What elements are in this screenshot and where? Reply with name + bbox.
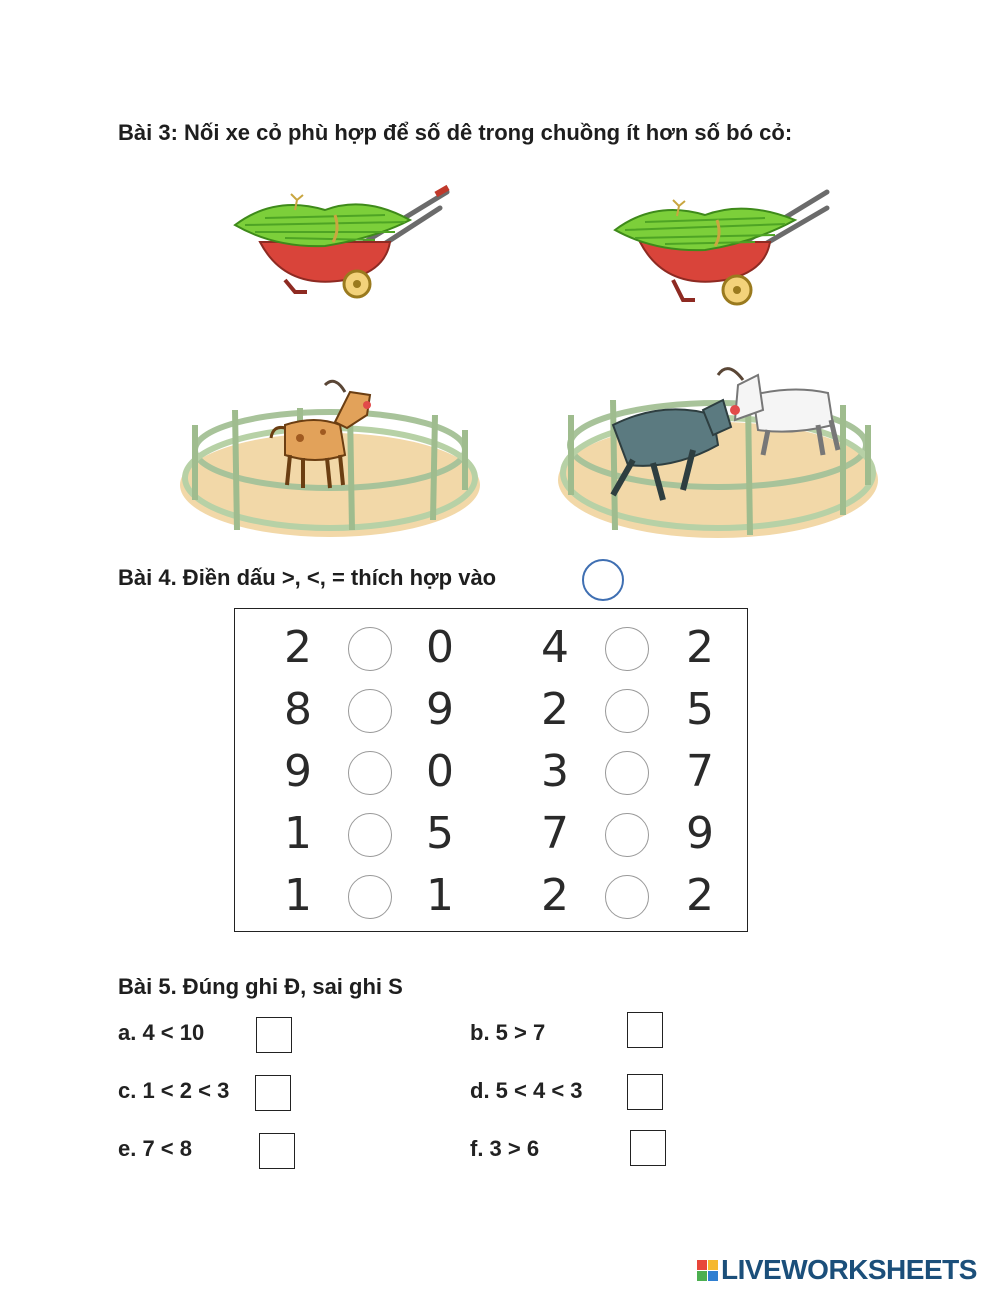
grass-cart-image-1[interactable] <box>225 180 455 305</box>
table-row <box>235 865 747 927</box>
answer-circle[interactable] <box>348 813 392 857</box>
goat-pen-one-goat-image[interactable] <box>175 370 485 540</box>
comparison-table <box>234 608 748 932</box>
goat-pen-two-goats-image[interactable] <box>553 355 883 545</box>
answer-circle[interactable] <box>605 875 649 919</box>
answer-circle[interactable] <box>348 875 392 919</box>
number: 4 <box>541 622 569 673</box>
answer-box-f[interactable] <box>630 1130 666 1166</box>
statement-f: f. 3 > 6 <box>470 1136 540 1161</box>
table-row <box>235 803 747 865</box>
number: 1 <box>426 870 454 921</box>
answer-box-e[interactable] <box>259 1133 295 1169</box>
number: 9 <box>426 684 454 735</box>
bai5-heading: Bài 5. Đúng ghi Đ, sai ghi S <box>118 974 403 999</box>
table-row <box>235 617 747 679</box>
number: 3 <box>541 746 569 797</box>
answer-box-c[interactable] <box>255 1075 291 1111</box>
number: 9 <box>686 808 714 859</box>
number: 2 <box>686 870 714 921</box>
bai3-heading: Bài 3: Nối xe cỏ phù hợp để số dê trong chuồng ít hơn số bó cỏ: <box>118 120 793 145</box>
statement-b: b. 5 > 7 <box>470 1020 546 1045</box>
table-row <box>235 679 747 741</box>
number: 9 <box>284 746 312 797</box>
answer-box-d[interactable] <box>627 1074 663 1110</box>
circle-icon <box>582 559 624 601</box>
logo-text: LIVEWORKSHEETS <box>721 1254 977 1285</box>
number: 2 <box>541 870 569 921</box>
table-row <box>235 741 747 803</box>
number: 5 <box>426 808 454 859</box>
number: 7 <box>686 746 714 797</box>
grass-cart-image-2[interactable] <box>605 180 835 310</box>
answer-box-b[interactable] <box>627 1012 663 1048</box>
statement-e: e. 7 < 8 <box>118 1136 193 1161</box>
answer-circle[interactable] <box>348 689 392 733</box>
answer-circle[interactable] <box>605 689 649 733</box>
number: 2 <box>541 684 569 735</box>
bai4-heading: Bài 4. Điền dấu >, <, = thích hợp vào <box>118 565 497 590</box>
number: 0 <box>426 622 454 673</box>
number: 2 <box>284 622 312 673</box>
number: 2 <box>686 622 714 673</box>
number: 0 <box>426 746 454 797</box>
number: 7 <box>541 808 569 859</box>
number: 1 <box>284 808 312 859</box>
answer-circle[interactable] <box>605 627 649 671</box>
answer-circle[interactable] <box>348 627 392 671</box>
number: 1 <box>284 870 312 921</box>
number: 5 <box>686 684 714 735</box>
answer-box-a[interactable] <box>256 1017 292 1053</box>
number: 8 <box>284 684 312 735</box>
answer-circle[interactable] <box>605 813 649 857</box>
answer-circle[interactable] <box>605 751 649 795</box>
statement-d: d. 5 < 4 < 3 <box>470 1078 583 1103</box>
liveworksheets-logo[interactable] <box>697 1254 977 1286</box>
answer-circle[interactable] <box>348 751 392 795</box>
logo-icon <box>697 1260 718 1281</box>
statement-c: c. 1 < 2 < 3 <box>118 1078 230 1103</box>
statement-a: a. 4 < 10 <box>118 1020 205 1045</box>
